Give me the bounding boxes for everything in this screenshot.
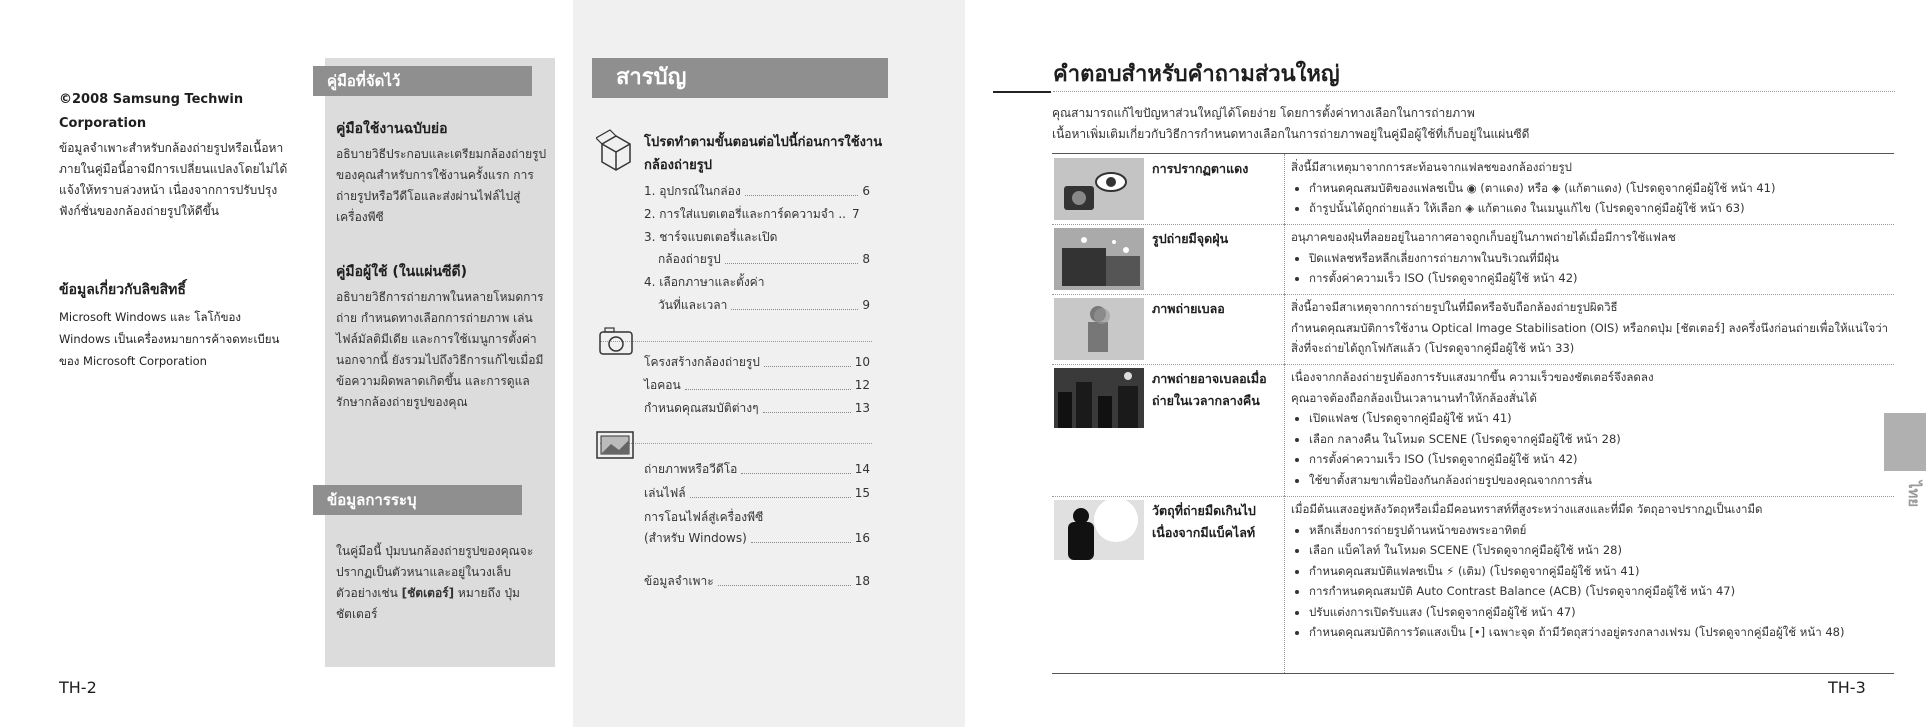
- toc-item[interactable]: ไอคอน 12: [644, 375, 870, 396]
- trademark-text: Microsoft Windows และ โลโก้ของ Windows เป็นเครื่องหมายการค้าจดทะเบียนของ Microsoft Corporation: [59, 310, 280, 368]
- faq-row: [1052, 154, 1894, 225]
- faq-intro: [1052, 103, 1892, 145]
- title-rule: [993, 91, 1051, 93]
- faq-bullet: • กำหนดคุณสมบัติการวัดแสงเป็น [•] เฉพาะจุด ถ้ามีวัตถุสว่างอยู่ตรงกลางเฟรม (โปรดดูจากคู่มือผู้ใช้ หน้า 48): [1309, 622, 1892, 643]
- manuals-tab: คู่มือที่จัดไว้: [313, 66, 532, 96]
- faq-title: คำตอบสำหรับคำถามส่วนใหญ่: [1053, 62, 1340, 87]
- quick-manual-title: คู่มือใช้งานฉบับย่อ: [336, 121, 448, 137]
- toc-title: สารบัญ: [592, 58, 888, 98]
- faq-table: [1052, 153, 1894, 639]
- faq-question: ภาพถ่ายอาจเบลอเมื่อถ่ายในเวลากลางคืน: [1152, 371, 1267, 408]
- blurry-photo-illustration: [1054, 298, 1144, 360]
- toc-item[interactable]: เล่นไฟล์ 15: [644, 483, 870, 504]
- faq-answer: เมื่อมีต้นแสงอยู่หลังวัตถุหรือเมื่อมีคอนทราสท์ที่สูงระหว่างแสงและที่มืด วัตถุอาจปรากฏเป็นเงามืด • หลีกเลี่ยงการถ่ายรูปด้านหน้าของพระอาทิตย์ • เลือก แบ็คไลท์ ในโหมด SCENE (โปรดดูจากคู่มือผู้ใช้ หน้า 28) • กำหนดคุณสมบัติแฟลชเป็น ⚡ (เติม) (โปรดดูจากคู่มือผู้ใช้ หน้า 41) • การกำหนดคุณสมบัติ Auto Contrast Balance (ACB) (โปรดดูจากคู่มือผู้ใช้ หน้า 47) • ปรับแต่งการเปิดรับแสง (โปรดดูจากคู่มือผู้ใช้ หน้า 47) • กำหนดคุณสมบัติการวัดแสงเป็น [•] เฉพาะจุด ถ้ามีวัตถุสว่างอยู่ตรงกลางเฟรม (โปรดดูจากคู่มือผู้ใช้ หน้า 48): [1284, 496, 1892, 673]
- toc-item[interactable]: วันที่และเวลา 9: [658, 295, 870, 316]
- faq-bullet: • เลือก กลางคืน ในโหมด SCENE (โปรดดูจากคู่มือผู้ใช้ หน้า 28): [1309, 429, 1892, 450]
- toc-item[interactable]: 4. เลือกภาษาและตั้งค่า: [644, 275, 765, 289]
- faq-question: ภาพถ่ายเบลอ: [1152, 301, 1225, 316]
- faq-intro-line: เนื้อหาเพิ่มเติมเกี่ยวกับวิธีการกำหนดทางเลือกในการถ่ายภาพอยู่ในคู่มือผู้ใช้ที่เก็บอยู่ในแผ่นซีดี: [1052, 127, 1530, 141]
- toc-intro: โปรดทำตามขั้นตอนต่อไปนี้ก่อนการใช้งานกล้องถ่ายรูป: [644, 135, 883, 173]
- toc-separator: [600, 443, 872, 444]
- user-manual-title: คู่มือผู้ใช้ (ในแผ่นซีดี): [336, 264, 468, 280]
- faq-question: รูปถ่ายมีจุดฝุ่น: [1152, 231, 1229, 246]
- toc-item[interactable]: 3. ชาร์จแบตเตอรี่และเปิด: [644, 230, 778, 244]
- page-number-right: TH-3: [1828, 678, 1866, 697]
- trademark-title: ข้อมูลเกี่ยวกับลิขสิทธิ์: [59, 282, 186, 298]
- language-side-tab-label: ไทย: [1905, 480, 1923, 508]
- info-tab: ข้อมูลการระบุ: [313, 485, 522, 515]
- toc-item[interactable]: การโอนไฟล์สู่เครื่องพีซี: [644, 510, 764, 524]
- faq-bullet: • การตั้งค่าความเร็ว ISO (โปรดดูจากคู่มือผู้ใช้ หน้า 42): [1309, 449, 1892, 470]
- toc-item[interactable]: กล้องถ่ายรูป 8: [658, 249, 870, 270]
- page-number-left: TH-2: [59, 678, 97, 697]
- faq-bullet: • หลีกเลี่ยงการถ่ายรูปด้านหน้าของพระอาทิตย์: [1309, 520, 1892, 541]
- info-text: ในคู่มือนี้ ปุ่มบนกล้องถ่ายรูปของคุณจะปรากฏเป็นตัวหนาและอยู่ในวงเล็บ ตัวอย่างเช่น [ชัตเตอร์] หมายถึง ปุ่มชัตเตอร์: [336, 544, 534, 621]
- toc-separator: [600, 341, 872, 342]
- faq-bullet: • เปิดแฟลช (โปรดดูจากคู่มือผู้ใช้ หน้า 41): [1309, 408, 1892, 429]
- title-rule-dotted: [1053, 91, 1895, 92]
- faq-bullet: • ใช้ขาตั้งสามขาเพื่อป้องกันกล้องถ่ายรูปของคุณจากการสั่น: [1309, 470, 1892, 491]
- photo-icon: [595, 428, 637, 462]
- faq-row: [1052, 294, 1894, 365]
- language-side-tab: [1884, 413, 1926, 471]
- faq-answer: สิ่งนี้มีสาเหตุมาจากการสะท้อนจากแฟลชของกล้องถ่ายรูป • กำหนดคุณสมบัติของแฟลชเป็น ◉ (ตาแดง) หรือ ◈ (แก้ตาแดง) (โปรดดูจากคู่มือผู้ใช้ หน้า 41) • ถ้ารูปนั้นได้ถูกถ่ายแล้ว ให้เลือก ◈ แก้ตาแดง ในเมนูแก้ไข (โปรดดูจากคู่มือผู้ใช้ หน้า 63): [1284, 154, 1892, 224]
- camera-icon: [597, 324, 635, 360]
- faq-answer: อนุภาคของฝุ่นที่ลอยอยู่ในอากาศอาจถูกเก็บอยู่ในภาพถ่ายได้เมื่อมีการใช้แฟลช • ปิดแฟลชหรือหลีกเลี่ยงการถ่ายภาพในบริเวณที่มีฝุ่น • การตั้งค่าความเร็ว ISO (โปรดดูจากคู่มือผู้ใช้ หน้า 42): [1284, 224, 1892, 294]
- info-box: [325, 486, 555, 667]
- faq-bullet: • กำหนดคุณสมบัติแฟลชเป็น ⚡ (เติม) (โปรดดูจากคู่มือผู้ใช้ หน้า 41): [1309, 561, 1892, 582]
- toc-item[interactable]: ถ่ายภาพหรือวีดีโอ 14: [644, 459, 870, 480]
- quick-manual-text: อธิบายวิธีประกอบและเตรียมกล้องถ่ายรูปของคุณสำหรับการใช้งานครั้งแรก การถ่ายรูปหรือวีดีโอและส่งผ่านไฟล์ไปสู่เครื่องพีซี: [336, 147, 547, 224]
- disclaimer-text: ข้อมูลจำเพาะสำหรับกล้องถ่ายรูปหรือเนื้อหาภายในคู่มือนี้อาจมีการเปลี่ยนแปลงโดยไม่ได้แจ้งให้ทราบล่วงหน้า เนื่องจากการปรับปรุงฟังก์ชั่นของกล้องถ่ายรูปให้ดีขึ้น: [59, 141, 288, 218]
- toc-item[interactable]: โครงสร้างกล้องถ่ายรูป 10: [644, 352, 870, 373]
- copyright-notice: ©2008 Samsung Techwin Corporation: [59, 92, 244, 131]
- faq-bullet: • ปรับแต่งการเปิดรับแสง (โปรดดูจากคู่มือผู้ใช้ หน้า 47): [1309, 602, 1892, 623]
- dust-spots-illustration: [1054, 228, 1144, 290]
- faq-question: วัตถุที่ถ่ายมืดเกินไปเนื่องจากมีแบ็คไลท์: [1152, 503, 1256, 540]
- night-scene-illustration: [1054, 368, 1144, 428]
- faq-question: การปรากฏตาแดง: [1152, 161, 1249, 176]
- faq-row: [1052, 224, 1894, 295]
- faq-bullet: • กำหนดคุณสมบัติของแฟลชเป็น ◉ (ตาแดง) หรือ ◈ (แก้ตาแดง) (โปรดดูจากคู่มือผู้ใช้ หน้า 41): [1309, 178, 1892, 199]
- manuals-box: [325, 58, 555, 490]
- faq-answer-extra: กำหนดคุณสมบัติการใช้งาน Optical Image Stabilisation (OIS) หรือกดปุ่ม [ชัตเตอร์] ลงครึ่งนึงก่อนถ่ายเพื่อให้แน่ใจว่าสิ่งที่จะถ่ายได้ถูกโฟกัสแล้ว (โปรดดูจากคู่มือผู้ใช้ หน้า 33): [1291, 320, 1889, 355]
- faq-answer: เนื่องจากกล้องถ่ายรูปต้องการรับแสงมากขึ้น ความเร็วของชัตเตอร์จึงลดลง คุณอาจต้องถือกล้องเป็นเวลานานทำให้กล้องสั่นได้ • เปิดแฟลช (โปรดดูจากคู่มือผู้ใช้ หน้า 41) • เลือก กลางคืน ในโหมด SCENE (โปรดดูจากคู่มือผู้ใช้ หน้า 28) • การตั้งค่าความเร็ว ISO (โปรดดูจากคู่มือผู้ใช้ หน้า 42) • ใช้ขาตั้งสามขาเพื่อป้องกันกล้องถ่ายรูปของคุณจากการสั่น: [1284, 364, 1892, 496]
- box-icon: [596, 128, 636, 172]
- faq-bullet: • เลือก แบ็คไลท์ ในโหมด SCENE (โปรดดูจากคู่มือผู้ใช้ หน้า 28): [1309, 540, 1892, 561]
- faq-row: [1052, 364, 1894, 497]
- faq-intro-line: คุณสามารถแก้ไขปัญหาส่วนใหญ่ได้โดยง่าย โดยการตั้งค่าทางเลือกในการถ่ายภาพ: [1052, 106, 1475, 120]
- toc-item[interactable]: ข้อมูลจำเพาะ 18: [644, 571, 870, 592]
- faq-answer: สิ่งนี้อาจมีสาเหตุจากการถ่ายรูปในที่มืดหรือจับถือกล้องถ่ายรูปผิดวิธี กำหนดคุณสมบัติการใช้งาน Optical Image Stabilisation (OIS) หรือกดปุ่ม [ชัตเตอร์] ลงครึ่งนึงก่อนถ่ายเพื่อให้แน่ใจว่าสิ่งที่จะถ่ายได้ถูกโฟกัสแล้ว (โปรดดูจากคู่มือผู้ใช้ หน้า 33): [1284, 294, 1892, 364]
- red-eye-illustration: [1054, 158, 1144, 220]
- toc-item[interactable]: กำหนดคุณสมบัติต่างๆ 13: [644, 398, 870, 419]
- backlight-illustration: [1054, 500, 1144, 560]
- faq-bullet: • ถ้ารูปนั้นได้ถูกถ่ายแล้ว ให้เลือก ◈ แก้ตาแดง ในเมนูแก้ไข (โปรดดูจากคู่มือผู้ใช้ หน้า 63): [1309, 198, 1892, 219]
- faq-bullet: • ปิดแฟลชหรือหลีกเลี่ยงการถ่ายภาพในบริเวณที่มีฝุ่น: [1309, 248, 1892, 269]
- toc-item[interactable]: 1. อุปกรณ์ในกล่อง 6: [644, 181, 870, 202]
- faq-bullet: • การตั้งค่าความเร็ว ISO (โปรดดูจากคู่มือผู้ใช้ หน้า 42): [1309, 268, 1892, 289]
- user-manual-text: อธิบายวิธีการถ่ายภาพในหลายโหมดการถ่าย กำหนดทางเลือกการถ่ายภาพ เล่นไฟล์มัลติมีเดีย และการใช้เมนูการตั้งค่า นอกจากนี้ ยังรวมไปถึงวิธีการแก้ไขเมื่อมีข้อความผิดพลาดเกิดขึ้น และการดูแลรักษากล้องถ่ายรูปของคุณ: [336, 290, 544, 409]
- faq-bullet: • การกำหนดคุณสมบัติ Auto Contrast Balance (ACB) (โปรดดูจากคู่มือผู้ใช้ หน้า 47): [1309, 581, 1892, 602]
- toc-item[interactable]: 2. การใส่แบตเตอรี่และการ์ดความจำ .. 7: [644, 207, 860, 221]
- faq-row: [1052, 496, 1894, 674]
- info-text-bold: [ชัตเตอร์]: [401, 586, 455, 600]
- toc-item[interactable]: (สำหรับ Windows) 16: [644, 528, 870, 549]
